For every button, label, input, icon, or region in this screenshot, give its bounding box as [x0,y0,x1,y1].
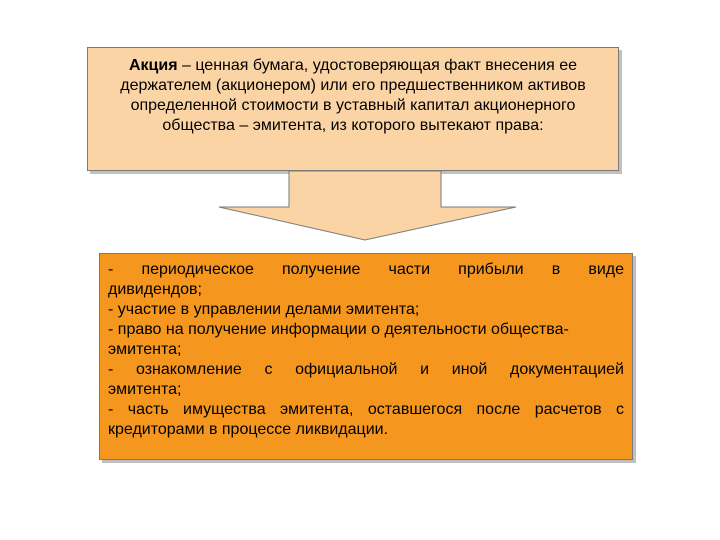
rights-line: дивидендов; [108,281,202,298]
rights-line: кредиторами в процессе ликвидации. [108,421,389,438]
rights-line: - участие в управлении делами эмитента; [108,301,420,318]
down-arrow-shape [219,171,516,240]
rights-line: - ознакомление с официальной и иной документацией [108,361,624,378]
definition-text: – ценная бумага, удостоверяющая факт внесения ее держателем (акционером) или его предшественником активов определенной стоимости в уставный капитал акционерного общества – эмитента, из которого вытекают права: [120,57,586,134]
rights-box [99,253,633,460]
rights-line: - периодическое получение части прибыли в виде [108,261,624,278]
rights-line: - часть имущества эмитента, оставшегося после расчетов с [108,401,624,418]
rights-line: - право на получение информации о деятельности общества- [108,321,569,338]
definition-term: Акция [128,57,178,74]
rights-line: эмитента; [108,341,182,358]
rights-line: эмитента; [108,381,182,398]
